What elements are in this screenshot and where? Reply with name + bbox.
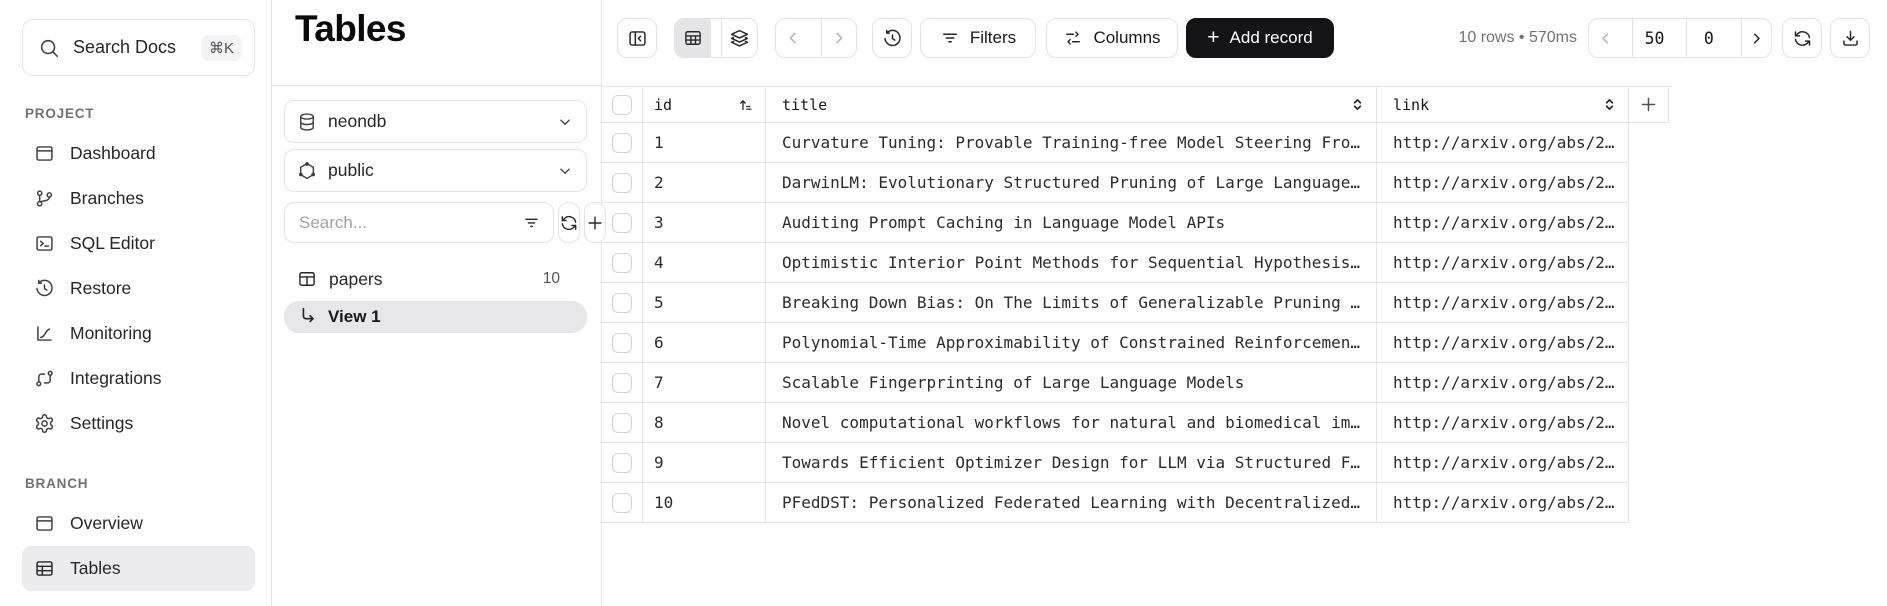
table-name: papers — [329, 268, 383, 289]
cell-link[interactable]: http://arxiv.org/abs/2… — [1377, 243, 1629, 283]
cell-title[interactable]: Optimistic Interior Point Methods for Sequential Hypothesis… — [766, 243, 1377, 283]
download-icon — [1840, 28, 1861, 49]
schema-select[interactable] — [284, 149, 587, 192]
chevron-down-icon — [556, 162, 574, 180]
grid-view-button[interactable] — [675, 19, 711, 57]
cell-title[interactable]: PFedDST: Personalized Federated Learning with Decentralized… — [766, 483, 1377, 523]
cell-link[interactable]: http://arxiv.org/abs/2… — [1377, 483, 1629, 523]
tables-panel — [272, 0, 602, 606]
table-row — [602, 403, 1672, 443]
row-checkbox-cell — [602, 483, 643, 523]
grid-header-row — [602, 87, 1672, 123]
schema-icon — [297, 161, 317, 181]
row-checkbox-cell — [602, 443, 643, 483]
row-checkbox-cell — [602, 123, 643, 163]
chevron-right-icon — [1748, 30, 1765, 47]
history-clock-icon — [34, 278, 55, 299]
history-button[interactable] — [872, 18, 912, 58]
columns-sliders-icon — [1063, 28, 1083, 48]
table-search-input[interactable] — [297, 212, 522, 234]
page-title: Tables — [295, 8, 406, 49]
cell-title[interactable]: Auditing Prompt Caching in Language Model APIs — [766, 203, 1377, 243]
main-area — [602, 0, 1887, 606]
row-checkbox-cell — [602, 283, 643, 323]
cell-title[interactable]: Towards Efficient Optimizer Design for LLM via Structured F… — [766, 443, 1377, 483]
chevron-left-icon — [784, 29, 802, 47]
workflow-icon — [34, 368, 55, 389]
refresh-data-button[interactable] — [1782, 18, 1822, 58]
table-icon — [34, 558, 55, 579]
download-button[interactable] — [1830, 18, 1870, 58]
sort-chevrons-icon[interactable] — [1349, 96, 1366, 113]
add-column-button[interactable] — [1629, 87, 1669, 123]
cell-link[interactable]: http://arxiv.org/abs/2… — [1377, 163, 1629, 203]
sidebar-item-label: SQL Editor — [70, 233, 155, 253]
columns-label: Columns — [1093, 28, 1161, 47]
table-row — [602, 323, 1672, 363]
table-row — [602, 163, 1672, 203]
search-docs-button[interactable] — [22, 19, 255, 76]
row-checkbox-cell — [602, 243, 643, 283]
cell-id[interactable]: 8 — [643, 403, 766, 443]
table-row — [602, 203, 1672, 243]
database-value: neondb — [328, 111, 387, 131]
branch-section-label: BRANCH — [25, 476, 89, 491]
overview-icon — [34, 513, 55, 534]
row-checkbox[interactable] — [612, 333, 632, 353]
row-checkbox[interactable] — [612, 213, 632, 233]
cell-link[interactable]: http://arxiv.org/abs/2… — [1377, 203, 1629, 243]
view-name: View 1 — [328, 307, 381, 326]
sidebar-item-overview[interactable] — [22, 501, 255, 546]
table-row — [602, 243, 1672, 283]
sidebar-item-integrations[interactable] — [22, 356, 255, 401]
table-row — [602, 123, 1672, 163]
cell-id[interactable]: 1 — [643, 123, 766, 163]
columns-button[interactable] — [1046, 18, 1178, 58]
sidebar-item-tables[interactable] — [22, 546, 255, 591]
cell-id[interactable]: 2 — [643, 163, 766, 203]
cell-title[interactable]: Scalable Fingerprinting of Large Language Models — [766, 363, 1377, 403]
row-stats: 10 rows • 570ms — [1458, 29, 1577, 46]
sidebar-item-monitoring[interactable] — [22, 311, 255, 356]
cell-link[interactable]: http://arxiv.org/abs/2… — [1377, 123, 1629, 163]
column-label: id — [654, 95, 673, 114]
panel-divider — [272, 85, 601, 86]
refresh-tables-button[interactable] — [558, 202, 580, 243]
select-all-checkbox-cell — [602, 87, 643, 123]
sidebar-item-label: Integrations — [70, 368, 162, 388]
project-section-label: PROJECT — [25, 106, 95, 121]
undo-back-button[interactable] — [776, 19, 811, 57]
chevron-left-icon — [1597, 30, 1614, 47]
sidebar-item-settings[interactable] — [22, 401, 255, 446]
collapse-sidebar-button[interactable] — [617, 18, 657, 58]
sort-chevrons-icon[interactable] — [1601, 96, 1618, 113]
table-row — [602, 363, 1672, 403]
sidebar-item-label: Settings — [70, 413, 134, 433]
search-shortcut-badge: ⌘K — [201, 35, 242, 61]
pagination-control — [1588, 18, 1772, 58]
row-checkbox[interactable] — [612, 373, 632, 393]
cell-title[interactable]: Polynomial-Time Approximability of Constrained Reinforcemen… — [766, 323, 1377, 363]
sidebar-item-label: Overview — [70, 513, 143, 533]
row-checkbox[interactable] — [612, 133, 632, 153]
add-record-button[interactable] — [1186, 18, 1334, 58]
sidebar-item-branches[interactable] — [22, 176, 255, 221]
prev-page-button[interactable] — [1589, 19, 1622, 57]
cell-link[interactable]: http://arxiv.org/abs/2… — [1377, 323, 1629, 363]
cell-id[interactable]: 9 — [643, 443, 766, 483]
view-mode-toggle — [674, 18, 758, 58]
column-label: link — [1393, 95, 1430, 114]
table-search-field[interactable] — [284, 202, 554, 243]
database-select[interactable] — [284, 100, 587, 143]
cell-title[interactable]: DarwinLM: Evolutionary Structured Pruning of Large Language… — [766, 163, 1377, 203]
sidebar-item-label: Tables — [70, 558, 121, 578]
sidebar-item-dashboard[interactable] — [22, 131, 255, 176]
refresh-icon — [1792, 28, 1813, 49]
table-row — [602, 283, 1672, 323]
table-row — [602, 443, 1672, 483]
sidebar-item-sql-editor[interactable] — [22, 221, 255, 266]
cell-id[interactable]: 7 — [643, 363, 766, 403]
sidebar-item-label: Dashboard — [70, 143, 156, 163]
table-list-item-papers[interactable] — [284, 262, 587, 296]
page-offset-input[interactable]: 0 — [1686, 19, 1731, 57]
row-checkbox[interactable] — [612, 413, 632, 433]
select-all-checkbox[interactable] — [612, 95, 632, 115]
data-grid — [602, 86, 1672, 523]
row-checkbox[interactable] — [612, 173, 632, 193]
row-checkbox[interactable] — [612, 293, 632, 313]
cell-title[interactable]: Curvature Tuning: Provable Training-free Model Steering Fro… — [766, 123, 1377, 163]
history-clock-icon — [882, 28, 903, 49]
column-header-title[interactable] — [766, 87, 1377, 123]
cell-link[interactable]: http://arxiv.org/abs/2… — [1377, 403, 1629, 443]
filters-label: Filters — [969, 28, 1017, 47]
filter-lines-icon — [940, 28, 960, 48]
cell-id[interactable]: 4 — [643, 243, 766, 283]
cell-id[interactable]: 10 — [643, 483, 766, 523]
row-checkbox-cell — [602, 403, 643, 443]
cell-link[interactable]: http://arxiv.org/abs/2… — [1377, 443, 1629, 483]
cell-title[interactable]: Breaking Down Bias: On The Limits of Generalizable Pruning … — [766, 283, 1377, 323]
cell-link[interactable]: http://arxiv.org/abs/2… — [1377, 283, 1629, 323]
filters-button[interactable] — [920, 18, 1036, 58]
sidebar-item-label: Monitoring — [70, 323, 152, 343]
history-nav-group — [775, 18, 857, 58]
next-page-button[interactable] — [1741, 19, 1771, 57]
row-checkbox[interactable] — [612, 253, 632, 273]
row-checkbox-cell — [602, 163, 643, 203]
search-docs-label: Search Docs — [73, 37, 177, 57]
cell-id[interactable]: 6 — [643, 323, 766, 363]
return-arrow-icon — [298, 307, 318, 327]
page-size-input[interactable]: 50 — [1632, 19, 1675, 57]
table-grid-icon — [683, 28, 703, 48]
search-icon — [38, 37, 60, 59]
table-icon — [297, 269, 317, 289]
cell-title[interactable]: Novel computational workflows for natural and biomedical im… — [766, 403, 1377, 443]
view-list-item[interactable] — [284, 301, 587, 333]
terminal-icon — [34, 233, 55, 254]
row-count-badge: 10 — [542, 270, 560, 287]
plus-icon: + — [1207, 25, 1220, 49]
filter-lines-icon — [522, 213, 541, 232]
sort-ascending-icon[interactable] — [737, 96, 755, 114]
sidebar-item-restore[interactable] — [22, 266, 255, 311]
column-label: title — [782, 95, 828, 114]
chevron-right-icon — [830, 29, 848, 47]
dashboard-icon — [34, 143, 55, 164]
sidebar — [0, 0, 272, 606]
row-checkbox-cell — [602, 203, 643, 243]
sidebar-item-label: Branches — [70, 188, 144, 208]
cell-id[interactable]: 5 — [643, 283, 766, 323]
row-checkbox[interactable] — [612, 453, 632, 473]
add-record-label: Add record — [1229, 28, 1313, 47]
row-checkbox[interactable] — [612, 493, 632, 513]
column-header-id[interactable] — [643, 87, 766, 123]
redo-forward-button[interactable] — [821, 19, 856, 57]
panel-collapse-icon — [627, 28, 648, 49]
gear-icon — [34, 413, 55, 434]
sidebar-item-label: Restore — [70, 278, 132, 298]
cell-id[interactable]: 3 — [643, 203, 766, 243]
row-checkbox-cell — [602, 323, 643, 363]
row-checkbox-cell — [602, 363, 643, 403]
chart-line-icon — [34, 323, 55, 344]
schema-value: public — [328, 160, 374, 180]
table-row — [602, 483, 1672, 523]
cell-link[interactable]: http://arxiv.org/abs/2… — [1377, 363, 1629, 403]
layers-view-button[interactable] — [721, 19, 757, 57]
column-header-link[interactable] — [1377, 87, 1629, 123]
chevron-down-icon — [556, 113, 574, 131]
layers-icon — [729, 28, 750, 49]
database-icon — [297, 112, 317, 132]
git-branch-icon — [34, 188, 55, 209]
